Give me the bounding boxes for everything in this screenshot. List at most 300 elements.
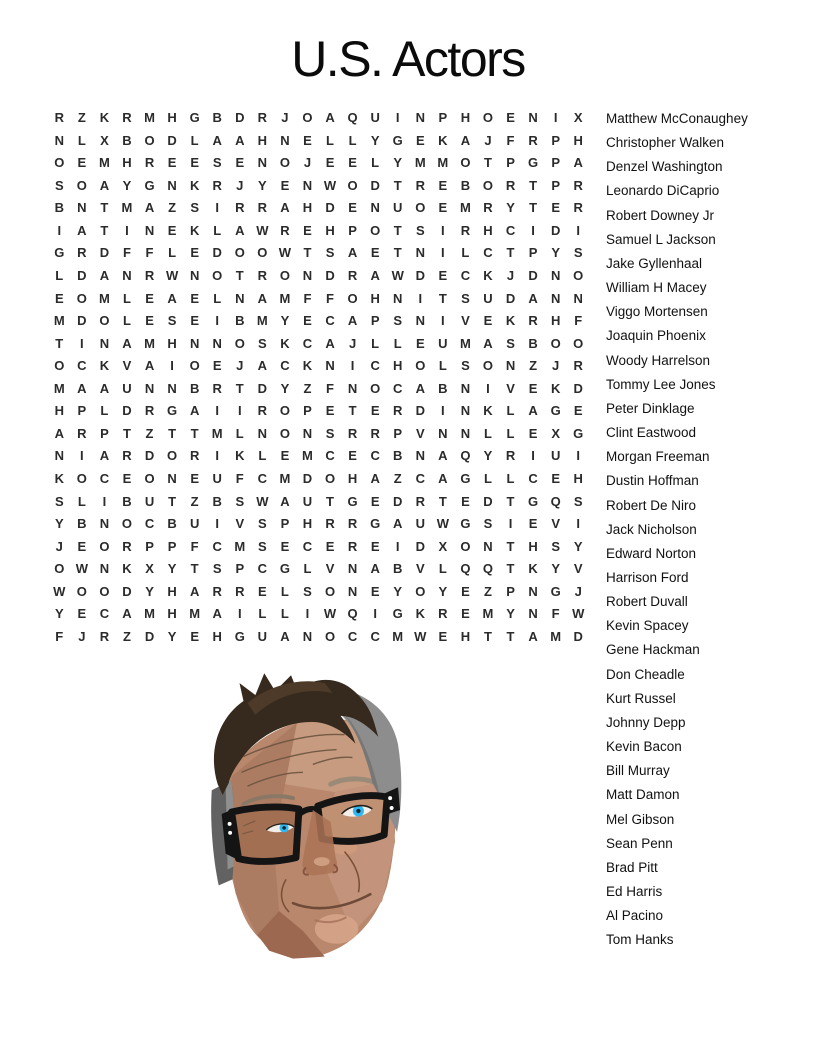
grid-letter: D	[144, 628, 155, 644]
grid-letter: O	[370, 222, 381, 238]
grid-letter: N	[302, 177, 313, 193]
grid-row	[48, 378, 590, 401]
grid-letter: O	[370, 380, 381, 396]
grid-letter: G	[392, 132, 403, 148]
grid-letter: I	[441, 245, 445, 261]
grid-letter: P	[235, 561, 245, 577]
grid-letter: D	[257, 380, 268, 396]
grid-letter: A	[438, 448, 448, 464]
grid-letter: R	[257, 110, 268, 125]
grid-letter: I	[576, 516, 581, 532]
grid-letter: O	[324, 628, 336, 644]
grid-letter: Y	[370, 132, 380, 148]
grid-letter: G	[347, 493, 358, 509]
grid-letter: R	[347, 267, 358, 283]
grid-letter: C	[99, 606, 110, 622]
grid-letter: M	[459, 335, 471, 351]
grid-letter: O	[76, 177, 87, 193]
grid-letter: N	[347, 583, 358, 599]
grid-letter: A	[415, 380, 425, 396]
grid-letter: E	[303, 222, 312, 238]
grid-letter: P	[551, 132, 560, 148]
grid-letter: E	[551, 471, 560, 486]
grid-letter: H	[460, 110, 471, 125]
grid-letter: C	[325, 448, 335, 464]
word-list-item: Jake Gyllenhaal	[606, 255, 703, 271]
grid-letter: A	[99, 177, 110, 193]
grid-letter: S	[325, 245, 335, 261]
grid-letter: A	[280, 200, 290, 216]
grid-letter: N	[99, 561, 110, 577]
grid-letter: Z	[168, 200, 177, 216]
grid-letter: B	[212, 493, 222, 509]
grid-letter: N	[550, 267, 561, 283]
grid-letter: E	[190, 471, 199, 486]
grid-letter: O	[482, 110, 494, 125]
word-list-item: Kevin Bacon	[606, 739, 682, 755]
grid-letter: F	[303, 290, 312, 306]
grid-letter: L	[168, 245, 177, 261]
grid-letter: A	[212, 606, 222, 622]
grid-letter: L	[348, 132, 357, 148]
grid-letter: E	[190, 313, 199, 329]
grid-letter: A	[325, 335, 335, 351]
grid-letter: N	[189, 267, 200, 283]
grid-letter: Y	[167, 561, 177, 577]
grid-letter: W	[256, 493, 269, 509]
grid-letter: G	[460, 516, 471, 532]
grid-letter: E	[528, 425, 538, 441]
grid-letter: R	[573, 358, 583, 374]
grid-row	[48, 558, 590, 581]
grid-letter: J	[281, 110, 289, 125]
grid-letter: V	[325, 561, 335, 577]
grid-letter: Z	[529, 358, 538, 374]
grid-letter: B	[528, 335, 538, 351]
grid-letter: N	[393, 290, 403, 306]
grid-letter: M	[482, 606, 494, 622]
grid-letter: V	[235, 516, 245, 532]
word-list-item: Johnny Depp	[606, 714, 686, 730]
grid-letter: H	[167, 335, 177, 351]
grid-letter: R	[144, 403, 155, 419]
grid-letter: F	[145, 245, 154, 261]
grid-letter: D	[122, 403, 132, 419]
grid-letter: I	[215, 448, 220, 464]
grid-letter: K	[302, 358, 313, 374]
grid-letter: S	[190, 200, 199, 216]
grid-letter: P	[551, 155, 560, 171]
grid-letter: P	[77, 403, 87, 419]
grid-letter: P	[393, 425, 403, 441]
grid-letter: E	[190, 155, 199, 171]
grid-letter: L	[258, 448, 267, 464]
grid-letter: O	[99, 313, 110, 329]
word-list-item: Christopher Walken	[606, 135, 725, 151]
grid-letter: W	[75, 561, 88, 577]
grid-letter: Y	[506, 200, 515, 216]
grid-letter: M	[459, 200, 471, 216]
grid-letter: L	[122, 313, 131, 329]
grid-letter: M	[53, 313, 65, 329]
grid-letter: T	[393, 245, 402, 261]
grid-letter: Y	[551, 245, 560, 261]
grid-letter: L	[280, 583, 289, 599]
grid-letter: H	[302, 516, 313, 532]
grid-letter: T	[393, 222, 402, 238]
grid-row	[48, 310, 590, 333]
grid-letter: U	[257, 628, 268, 644]
grid-letter: E	[415, 132, 425, 148]
grid-letter: W	[414, 628, 427, 644]
grid-letter: L	[190, 132, 199, 148]
grid-letter: T	[348, 403, 357, 419]
grid-letter: M	[121, 200, 133, 216]
grid-letter: R	[325, 516, 335, 532]
grid-letter: H	[257, 132, 268, 148]
grid-letter: A	[99, 380, 110, 396]
grid-letter: S	[573, 493, 583, 509]
grid-letter: T	[190, 425, 199, 441]
grid-letter: R	[212, 177, 222, 193]
grid-letter: R	[438, 606, 448, 622]
grid-letter: L	[371, 335, 380, 351]
grid-letter: S	[415, 222, 425, 238]
grid-letter: I	[441, 403, 445, 419]
grid-letter: D	[573, 628, 583, 644]
grid-row	[48, 107, 590, 130]
grid-letter: E	[415, 335, 425, 351]
grid-letter: D	[415, 267, 425, 283]
grid-letter: L	[100, 403, 109, 419]
grid-letter: X	[438, 538, 448, 554]
grid-letter: U	[438, 335, 448, 351]
grid-letter: P	[145, 538, 154, 554]
grid-letter: L	[213, 290, 222, 306]
grid-letter: D	[415, 538, 425, 554]
grid-letter: N	[483, 538, 493, 554]
grid-row	[48, 626, 590, 649]
grid-letter: K	[189, 177, 200, 193]
grid-letter: C	[415, 471, 425, 486]
grid-letter: M	[98, 290, 110, 306]
word-list-item: Gene Hackman	[606, 642, 700, 658]
grid-letter: K	[528, 561, 538, 577]
grid-letter: O	[550, 335, 561, 351]
grid-letter: M	[144, 335, 155, 351]
grid-letter: Z	[145, 425, 154, 441]
grid-letter: E	[348, 448, 357, 464]
grid-letter: V	[415, 425, 425, 441]
grid-letter: O	[324, 583, 336, 599]
word-list-item: Tom Hanks	[606, 932, 674, 948]
grid-letter: V	[122, 358, 132, 374]
grid-letter: E	[280, 538, 290, 554]
grid-letter: Q	[347, 110, 358, 125]
grid-letter: R	[505, 177, 516, 193]
word-list-item: Harrison Ford	[606, 569, 689, 585]
grid-letter: E	[280, 177, 290, 193]
grid-row	[48, 513, 590, 536]
grid-letter: R	[347, 538, 358, 554]
grid-letter: G	[54, 245, 65, 261]
hinge-dot	[228, 831, 232, 835]
hinge-dot	[388, 796, 392, 800]
grid-letter: L	[371, 155, 380, 171]
grid-letter: K	[99, 358, 110, 374]
grid-letter: L	[258, 606, 267, 622]
grid-letter: N	[257, 425, 268, 441]
grid-letter: Q	[460, 561, 471, 577]
grid-letter: B	[212, 110, 222, 125]
grid-letter: R	[347, 516, 358, 532]
grid-letter: T	[100, 200, 109, 216]
grid-letter: G	[392, 606, 403, 622]
grid-letter: D	[212, 245, 222, 261]
grid-letter: C	[302, 335, 313, 351]
grid-letter: E	[190, 628, 199, 644]
grid-letter: R	[257, 403, 268, 419]
grid-letter: A	[528, 403, 538, 419]
grid-letter: P	[370, 313, 380, 329]
grid-letter: E	[370, 493, 380, 509]
grid-letter: B	[122, 132, 132, 148]
word-list-item: Dustin Hoffman	[606, 473, 699, 489]
grid-letter: I	[237, 606, 242, 622]
grid-letter: R	[415, 177, 425, 193]
grid-letter: L	[213, 222, 222, 238]
grid-letter: H	[370, 290, 380, 306]
grid-letter: N	[302, 628, 313, 644]
grid-letter: R	[280, 222, 290, 238]
grid-letter: F	[122, 245, 131, 261]
grid-letter: D	[122, 583, 132, 599]
grid-letter: E	[122, 471, 132, 486]
grid-letter: T	[303, 245, 312, 261]
grid-letter: K	[189, 222, 200, 238]
grid-letter: T	[168, 493, 177, 509]
grid-letter: O	[573, 335, 584, 351]
grid-letter: E	[77, 538, 87, 554]
grid-letter: C	[370, 448, 380, 464]
grid-letter: T	[506, 245, 515, 261]
grid-letter: C	[460, 267, 471, 283]
grid-letter: G	[573, 425, 584, 441]
grid-letter: Y	[167, 628, 177, 644]
grid-letter: E	[438, 267, 448, 283]
grid-letter: B	[393, 448, 403, 464]
grid-letter: I	[102, 493, 107, 509]
grid-letter: E	[461, 606, 470, 622]
grid-letter: T	[506, 628, 515, 644]
grid-letter: Y	[506, 606, 515, 622]
grid-letter: P	[438, 110, 448, 125]
grid-letter: K	[415, 606, 425, 622]
grid-letter: R	[573, 177, 583, 193]
word-list-item: Leonardo DiCaprio	[606, 183, 720, 199]
grid-letter: E	[551, 200, 560, 216]
grid-letter: E	[438, 177, 448, 193]
grid-letter: X	[573, 110, 583, 125]
grid-letter: E	[235, 155, 245, 171]
grid-letter: G	[528, 155, 539, 171]
grid-letter: F	[506, 132, 515, 148]
word-list-item: Matthew McConaughey	[606, 111, 748, 126]
grid-letter: N	[415, 245, 425, 261]
grid-letter: H	[460, 628, 471, 644]
grid-letter: C	[257, 471, 268, 486]
grid-letter: X	[551, 425, 560, 441]
grid-letter: Q	[347, 606, 358, 622]
grid-row	[48, 603, 590, 626]
grid-letter: D	[325, 200, 335, 216]
grid-letter: A	[77, 380, 87, 396]
grid-letter: S	[54, 177, 64, 193]
word-list-item: Kevin Spacey	[606, 618, 689, 634]
grid-letter: I	[305, 606, 310, 622]
grid-letter: E	[573, 403, 583, 419]
grid-letter: E	[528, 380, 538, 396]
grid-letter: B	[54, 200, 64, 216]
grid-letter: J	[303, 155, 312, 171]
grid-letter: E	[325, 538, 335, 554]
grid-letter: I	[237, 403, 242, 419]
grid-letter: I	[418, 290, 423, 306]
grid-letter: H	[393, 358, 403, 374]
grid-letter: H	[573, 132, 583, 148]
grid-row	[48, 130, 590, 153]
robin-williams-illustration	[186, 662, 404, 962]
grid-letter: B	[189, 380, 200, 396]
grid-letter: J	[506, 267, 515, 283]
grid-letter: E	[438, 628, 448, 644]
grid-letter: C	[483, 245, 493, 261]
grid-letter: A	[438, 471, 448, 486]
grid-letter: A	[122, 335, 132, 351]
grid-letter: U	[483, 290, 493, 306]
grid-row	[48, 152, 590, 175]
grid-letter: E	[528, 516, 538, 532]
grid-letter: G	[279, 561, 290, 577]
grid-letter: J	[574, 583, 582, 599]
grid-letter: R	[257, 200, 268, 216]
grid-letter: S	[506, 335, 515, 351]
word-list-item: Denzel Washington	[606, 159, 723, 175]
word-list-item: Mel Gibson	[606, 811, 675, 827]
grid-letter: Y	[483, 448, 493, 464]
grid-letter: R	[122, 538, 132, 554]
grid-letter: D	[370, 177, 380, 193]
grid-letter: K	[550, 380, 561, 396]
grid-letter: C	[528, 471, 538, 486]
grid-letter: O	[415, 200, 426, 216]
grid-letter: E	[190, 290, 199, 306]
word-list-item: Bill Murray	[606, 763, 670, 779]
grid-letter: K	[99, 110, 110, 125]
grid-letter: F	[190, 538, 199, 554]
grid-letter: A	[212, 132, 222, 148]
grid-letter: O	[99, 538, 110, 554]
grid-letter: H	[212, 628, 222, 644]
grid-letter: E	[145, 313, 154, 329]
grid-letter: M	[279, 290, 291, 306]
grid-letter: E	[258, 583, 267, 599]
grid-letter: R	[483, 200, 493, 216]
grid-letter: J	[552, 358, 560, 374]
grid-letter: D	[167, 132, 177, 148]
grid-letter: S	[461, 358, 470, 374]
grid-letter: Z	[393, 471, 402, 486]
grid-letter: N	[189, 335, 200, 351]
grid-letter: E	[212, 358, 222, 374]
grid-letter: E	[370, 403, 380, 419]
grid-letter: Y	[145, 583, 154, 599]
grid-letter: R	[528, 132, 538, 148]
grid-letter: R	[460, 222, 471, 238]
grid-letter: H	[573, 471, 583, 486]
grid-letter: I	[350, 358, 355, 374]
grid-letter: U	[302, 493, 313, 509]
grid-letter: K	[438, 132, 448, 148]
grid-letter: E	[325, 403, 335, 419]
grid-letter: N	[235, 290, 245, 306]
grid-letter: C	[505, 222, 516, 238]
grid-letter: C	[347, 628, 358, 644]
grid-letter: O	[347, 177, 358, 193]
grid-letter: E	[167, 222, 177, 238]
grid-letter: B	[460, 177, 471, 193]
grid-letter: U	[122, 380, 132, 396]
grid-letter: G	[167, 403, 178, 419]
grid-letter: R	[235, 200, 245, 216]
grid-letter: J	[236, 177, 244, 193]
grid-letter: P	[551, 177, 560, 193]
grid-letter: A	[370, 267, 380, 283]
grid-letter: R	[370, 425, 380, 441]
grid-letter: H	[528, 538, 538, 554]
grid-letter: R	[212, 583, 222, 599]
grid-letter: I	[215, 403, 220, 419]
grid-letter: J	[348, 335, 357, 351]
grid-letter: N	[167, 177, 177, 193]
grid-letter: Y	[280, 380, 290, 396]
grid-letter: F	[551, 606, 560, 622]
grid-letter: R	[189, 448, 200, 464]
grid-letter: P	[303, 403, 312, 419]
grid-letter: E	[370, 583, 380, 599]
grid-letter: T	[122, 425, 131, 441]
grid-letter: E	[370, 538, 380, 554]
grid-letter: X	[100, 132, 109, 148]
grid-letter: C	[325, 313, 335, 329]
grid-row	[48, 288, 590, 311]
word-list-item: Viggo Mortensen	[606, 304, 708, 320]
word-list-item: Tommy Lee Jones	[606, 376, 716, 392]
grid-letter: J	[78, 628, 86, 644]
grid-letter: I	[80, 335, 84, 351]
grid-letter: M	[144, 606, 155, 622]
grid-letter: M	[550, 628, 562, 644]
grid-letter: R	[347, 425, 358, 441]
grid-letter: N	[415, 448, 425, 464]
grid-letter: T	[100, 222, 109, 238]
grid-letter: D	[528, 267, 538, 283]
grid-letter: D	[77, 313, 87, 329]
grid-letter: L	[438, 561, 447, 577]
grid-letter: A	[235, 222, 245, 238]
grid-letter: A	[167, 290, 177, 306]
grid-letter: S	[212, 155, 222, 171]
